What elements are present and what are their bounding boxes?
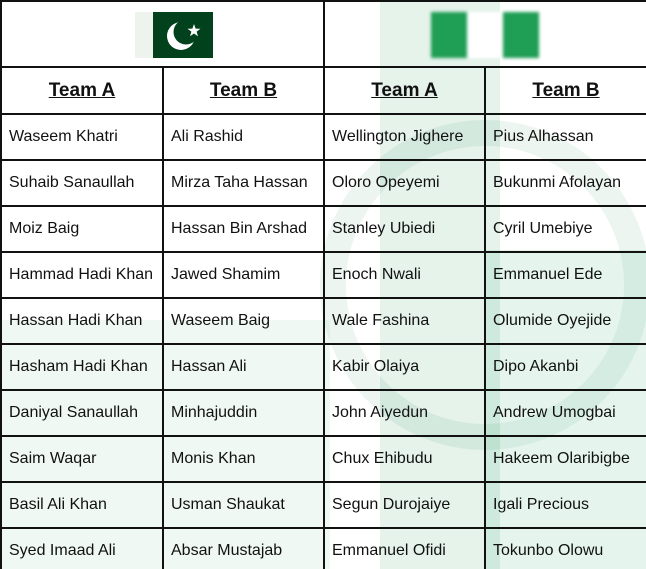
table-cell: Hassan Hadi Khan [1,298,163,344]
table-cell: Hasham Hadi Khan [1,344,163,390]
table-cell: Olumide Oyejide [485,298,646,344]
table-cell: Tokunbo Olowu [485,528,646,569]
header-row [1,67,646,114]
table-row [1,298,646,344]
table-cell: Oloro Opeyemi [324,160,485,206]
table-row [1,528,646,569]
table-cell: Igali Precious [485,482,646,528]
table-row [1,206,646,252]
table-cell: Suhaib Sanaullah [1,160,163,206]
table-row [1,390,646,436]
table-cell: Kabir Olaiya [324,344,485,390]
table-cell: Pius Alhassan [485,114,646,160]
table-row [1,252,646,298]
table-cell: Hammad Hadi Khan [1,252,163,298]
table-cell: Saim Waqar [1,436,163,482]
pakistan-flag-cell [1,1,324,67]
table-cell: Segun Durojaiye [324,482,485,528]
table-cell: Ali Rashid [163,114,324,160]
table-cell: Daniyal Sanaullah [1,390,163,436]
table-cell: Minhajuddin [163,390,324,436]
table-cell: Syed Imaad Ali [1,528,163,569]
table-cell: Waseem Baig [163,298,324,344]
table-cell: Emmanuel Ofidi [324,528,485,569]
table-cell: Absar Mustajab [163,528,324,569]
flag-row [1,1,646,67]
nigeria-flag-cell [324,1,646,67]
table-cell: Jawed Shamim [163,252,324,298]
table-cell: Dipo Akanbi [485,344,646,390]
table-cell: Hassan Bin Arshad [163,206,324,252]
table-cell: Hassan Ali [163,344,324,390]
nigeria-flag-icon [431,12,539,58]
table-cell: John Aiyedun [324,390,485,436]
table-cell: Stanley Ubiedi [324,206,485,252]
table-cell: Chux Ehibudu [324,436,485,482]
table-cell: Waseem Khatri [1,114,163,160]
table-cell: Moiz Baig [1,206,163,252]
table-row [1,344,646,390]
table-cell: Wale Fashina [324,298,485,344]
table-cell: Enoch Nwali [324,252,485,298]
column-header: Team A [1,67,163,114]
pakistan-flag-icon [135,12,213,58]
column-header: Team B [485,67,646,114]
column-header: Team B [163,67,324,114]
table-cell: Usman Shaukat [163,482,324,528]
table-row [1,114,646,160]
table-cell: Andrew Umogbai [485,390,646,436]
table-cell: Mirza Taha Hassan [163,160,324,206]
table-cell: Hakeem Olaribigbe [485,436,646,482]
table-cell: Monis Khan [163,436,324,482]
table-row [1,160,646,206]
table-cell: Bukunmi Afolayan [485,160,646,206]
table-cell: Basil Ali Khan [1,482,163,528]
table-cell: Cyril Umebiye [485,206,646,252]
table-cell: Wellington Jighere [324,114,485,160]
table-row [1,482,646,528]
table-row [1,436,646,482]
column-header: Team A [324,67,485,114]
table-cell: Emmanuel Ede [485,252,646,298]
